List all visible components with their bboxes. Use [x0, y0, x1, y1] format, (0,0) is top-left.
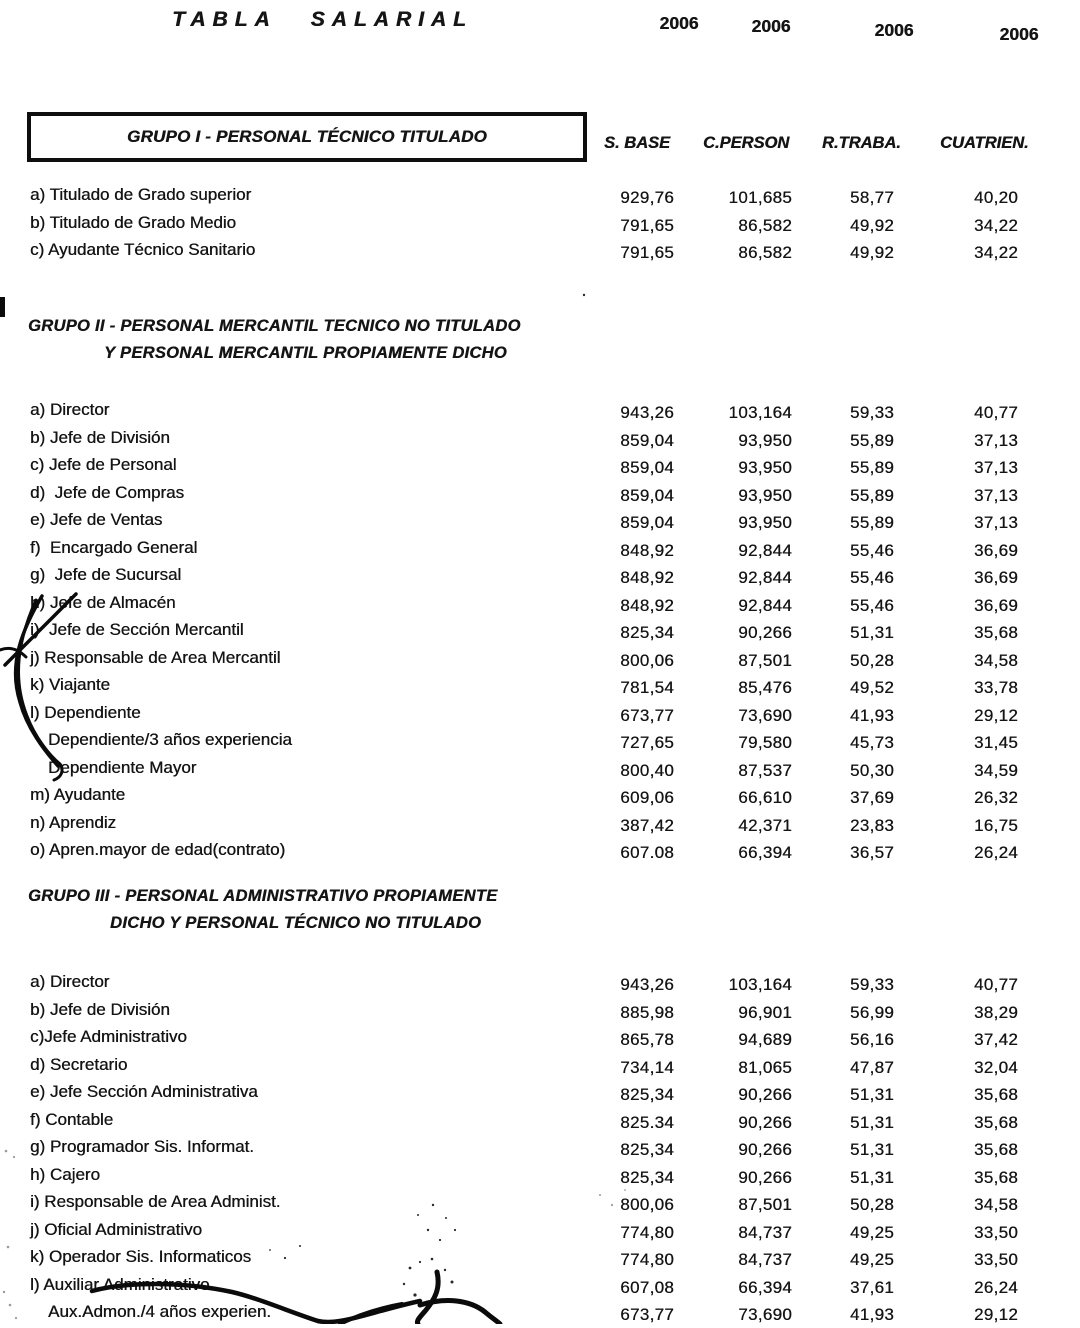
group2-title-line2: Y PERSONAL MERCANTIL PROPIAMENTE DICHO: [104, 344, 507, 362]
table-row: [0, 398, 1080, 426]
table-row: [0, 673, 1080, 701]
row-value-r-traba: 45,73: [849, 733, 894, 752]
group2-rows: [0, 398, 1080, 866]
row-label: a) Director: [30, 400, 110, 419]
row-label: m) Ayudante: [30, 785, 126, 804]
table-row: [0, 563, 1080, 591]
row-value-cuatrien: 35,68: [973, 1140, 1018, 1159]
table-row: [0, 646, 1080, 674]
year-header-4: 2006: [999, 24, 1039, 44]
row-value-r-traba: 56,16: [849, 1030, 894, 1049]
table-row: [0, 183, 1080, 211]
year-header-2: 2006: [751, 16, 791, 36]
row-value-s-base: 848,92: [620, 595, 674, 615]
row-value-r-traba: 36,57: [849, 843, 894, 862]
row-value-s-base: 673,77: [620, 1305, 674, 1324]
row-value-s-base: 859,04: [620, 430, 674, 450]
row-label: n) Aprendiz: [30, 812, 116, 832]
row-value-s-base: 825,34: [620, 1140, 674, 1159]
row-value-r-traba: 49,92: [849, 215, 894, 235]
row-value-s-base: 929,76: [620, 188, 674, 207]
table-row: [0, 1218, 1080, 1246]
row-value-r-traba: 47,87: [849, 1057, 894, 1077]
row-value-r-traba: 55,89: [849, 513, 894, 532]
table-row: [0, 536, 1080, 564]
row-value-cuatrien: 36,69: [973, 568, 1018, 587]
row-value-cuatrien: 37,13: [973, 458, 1018, 477]
row-value-r-traba: 59,33: [849, 403, 894, 422]
row-label: c)Jefe Administrativo: [30, 1027, 187, 1046]
row-value-c-person: 85,476: [738, 678, 792, 697]
row-label: b) Jefe de División: [30, 999, 170, 1019]
row-value-cuatrien: 37,13: [973, 513, 1018, 532]
row-value-c-person: 103,164: [728, 403, 792, 422]
row-value-c-person: 87,501: [738, 650, 792, 670]
row-value-s-base: 791,65: [620, 215, 674, 235]
group2-title-line1: GRUPO II - PERSONAL MERCANTIL TECNICO NO TITULADO: [28, 317, 521, 335]
row-value-r-traba: 55,89: [849, 458, 894, 477]
row-value-c-person: 93,950: [738, 485, 792, 505]
row-value-cuatrien: 34,58: [973, 1195, 1018, 1214]
row-value-cuatrien: 34,58: [973, 650, 1018, 670]
row-value-cuatrien: 40,20: [973, 188, 1018, 207]
row-value-cuatrien: 34,22: [973, 243, 1018, 262]
row-value-c-person: 101,685: [728, 188, 792, 207]
table-row: [0, 701, 1080, 729]
row-value-r-traba: 56,99: [849, 1002, 894, 1022]
row-value-cuatrien: 31,45: [973, 733, 1018, 752]
table-row: [0, 453, 1080, 481]
row-value-cuatrien: 37,13: [973, 485, 1018, 505]
row-value-r-traba: 37,69: [849, 788, 894, 807]
row-value-cuatrien: 16,75: [973, 815, 1018, 835]
table-row: [0, 1135, 1080, 1163]
row-label: j) Responsable de Area Mercantil: [30, 647, 281, 667]
row-value-s-base: 859,04: [620, 485, 674, 505]
row-label: g) Programador Sis. Informat.: [30, 1137, 254, 1156]
row-value-r-traba: 23,83: [849, 815, 894, 835]
table-row: [0, 211, 1080, 239]
row-label: Dependiente/3 años experiencia: [48, 730, 292, 749]
table-row: [0, 1025, 1080, 1053]
row-value-r-traba: 51,31: [849, 623, 894, 642]
table-row: [0, 1053, 1080, 1081]
group3-rows: [0, 970, 1080, 1328]
row-value-c-person: 94,689: [738, 1030, 792, 1049]
row-value-c-person: 73,690: [738, 705, 792, 725]
row-value-cuatrien: 37,42: [973, 1030, 1018, 1049]
row-value-s-base: 673,77: [620, 705, 674, 725]
row-value-s-base: 734,14: [620, 1057, 674, 1077]
row-label: d) Secretario: [30, 1054, 128, 1074]
row-value-s-base: 727,65: [620, 733, 674, 752]
row-value-cuatrien: 26,24: [973, 843, 1018, 862]
row-value-r-traba: 37,61: [849, 1277, 894, 1297]
row-value-c-person: 93,950: [738, 430, 792, 450]
row-value-c-person: 93,950: [738, 458, 792, 477]
row-value-s-base: 859,04: [620, 458, 674, 477]
row-label: k) Viajante: [30, 675, 111, 694]
table-row: [0, 811, 1080, 839]
row-value-cuatrien: 34,22: [973, 215, 1018, 235]
row-value-r-traba: 50,30: [849, 760, 894, 780]
table-row: [0, 481, 1080, 509]
row-value-cuatrien: 35,68: [973, 623, 1018, 642]
row-value-c-person: 90,266: [738, 623, 792, 642]
group1-title-box: [27, 112, 587, 162]
row-value-r-traba: 41,93: [849, 705, 894, 725]
group1-rows: [0, 183, 1080, 266]
table-row: [0, 426, 1080, 454]
row-value-r-traba: 55,46: [849, 595, 894, 615]
row-value-s-base: 774,80: [620, 1250, 674, 1269]
row-value-cuatrien: 33,50: [973, 1250, 1018, 1269]
row-label: h) Cajero: [30, 1164, 100, 1184]
row-value-s-base: 800,06: [620, 650, 674, 670]
row-value-cuatrien: 36,69: [973, 595, 1018, 615]
row-value-s-base: 781,54: [620, 678, 674, 697]
row-value-r-traba: 55,46: [849, 568, 894, 587]
row-value-cuatrien: 26,24: [973, 1277, 1018, 1297]
row-value-c-person: 84,737: [738, 1250, 792, 1269]
row-value-s-base: 848,92: [620, 568, 674, 587]
row-label: e) Jefe Sección Administrativa: [30, 1082, 258, 1101]
year-header-3: 2006: [874, 20, 914, 40]
row-value-s-base: 791,65: [620, 243, 674, 262]
row-value-c-person: 93,950: [738, 513, 792, 532]
row-value-c-person: 42,371: [738, 815, 792, 835]
row-value-c-person: 90,266: [738, 1112, 792, 1132]
row-value-c-person: 92,844: [738, 540, 792, 560]
row-value-s-base: 825,34: [620, 1167, 674, 1187]
group3-title-line2: DICHO Y PERSONAL TÉCNICO NO TITULADO: [110, 914, 482, 932]
row-label: i) Responsable de Area Administ.: [30, 1192, 281, 1211]
row-value-c-person: 92,844: [738, 595, 792, 615]
row-value-s-base: 800,40: [620, 760, 674, 780]
row-value-cuatrien: 33,78: [973, 678, 1018, 697]
table-row: [0, 1190, 1080, 1218]
row-value-r-traba: 49,25: [849, 1222, 894, 1242]
page-title: TABLA SALARIAL: [172, 8, 473, 31]
table-row: [0, 1163, 1080, 1191]
row-value-r-traba: 49,52: [849, 678, 894, 697]
row-value-c-person: 87,501: [738, 1195, 792, 1214]
row-value-c-person: 90,266: [738, 1167, 792, 1187]
column-header-c-person: C.PERSON: [703, 134, 790, 152]
row-value-c-person: 90,266: [738, 1140, 792, 1159]
row-value-c-person: 87,537: [738, 760, 792, 780]
table-row: [0, 508, 1080, 536]
table-row: [0, 728, 1080, 756]
column-header-s-base: S. BASE: [604, 134, 671, 152]
row-value-c-person: 66,394: [738, 843, 792, 862]
row-label: f) Encargado General: [30, 537, 198, 557]
row-value-r-traba: 49,25: [849, 1250, 894, 1269]
row-label: h) Jefe de Almacén: [30, 592, 176, 612]
table-row: [0, 783, 1080, 811]
table-row: [0, 998, 1080, 1026]
row-value-cuatrien: 38,29: [973, 1002, 1018, 1022]
row-value-r-traba: 51,31: [849, 1085, 894, 1104]
scan-edge-mark: [0, 297, 5, 317]
row-value-cuatrien: 29,12: [973, 705, 1018, 725]
row-value-s-base: 943,26: [620, 403, 674, 422]
row-value-s-base: 774,80: [620, 1222, 674, 1242]
row-label: c) Ayudante Técnico Sanitario: [30, 240, 256, 259]
column-header-cuatrien: CUATRIEN.: [940, 134, 1029, 152]
table-row: [0, 756, 1080, 784]
row-value-r-traba: 55,46: [849, 540, 894, 560]
row-value-r-traba: 58,77: [849, 188, 894, 207]
row-label: c) Jefe de Personal: [30, 455, 177, 474]
table-row: [0, 1080, 1080, 1108]
row-value-s-base: 825,34: [620, 623, 674, 642]
row-value-c-person: 66,394: [738, 1277, 792, 1297]
table-row: [0, 591, 1080, 619]
row-value-s-base: 607,08: [620, 1277, 674, 1297]
group3-title-line1: GRUPO III - PERSONAL ADMINISTRATIVO PROPIAMENTE: [28, 887, 498, 905]
row-value-cuatrien: 35,68: [973, 1112, 1018, 1132]
row-value-c-person: 86,582: [738, 215, 792, 235]
table-row: [0, 970, 1080, 998]
row-value-r-traba: 51,31: [849, 1112, 894, 1132]
row-label: Aux.Admon./4 años experien.: [48, 1302, 272, 1321]
year-header-1: 2006: [659, 13, 699, 33]
table-row: [0, 1300, 1080, 1328]
row-label: Dependiente Mayor: [48, 757, 197, 777]
row-label: e) Jefe de Ventas: [30, 510, 163, 529]
row-label: d) Jefe de Compras: [30, 482, 185, 502]
table-row: [0, 1245, 1080, 1273]
row-value-s-base: 848,92: [620, 540, 674, 560]
row-label: a) Director: [30, 972, 110, 991]
row-value-s-base: 859,04: [620, 513, 674, 532]
table-row: [0, 1108, 1080, 1136]
row-value-cuatrien: 35,68: [973, 1085, 1018, 1104]
row-value-c-person: 66,610: [738, 788, 792, 807]
row-label: j) Oficial Administrativo: [30, 1219, 202, 1239]
row-value-cuatrien: 26,32: [973, 788, 1018, 807]
row-value-c-person: 90,266: [738, 1085, 792, 1104]
row-value-s-base: 800,06: [620, 1195, 674, 1214]
row-value-r-traba: 50,28: [849, 650, 894, 670]
row-value-r-traba: 55,89: [849, 430, 894, 450]
table-row: [0, 238, 1080, 266]
row-label: g) Jefe de Sucursal: [30, 565, 182, 584]
row-value-s-base: 825,34: [620, 1085, 674, 1104]
row-value-c-person: 84,737: [738, 1222, 792, 1242]
row-value-s-base: 825.34: [620, 1112, 674, 1132]
table-row: [0, 618, 1080, 646]
group1-title: GRUPO I - PERSONAL TÉCNICO TITULADO: [127, 127, 487, 146]
row-label: a) Titulado de Grado superior: [30, 185, 252, 204]
row-label: o) Apren.mayor de edad(contrato): [30, 840, 286, 859]
row-value-cuatrien: 36,69: [973, 540, 1018, 560]
row-value-s-base: 609,06: [620, 788, 674, 807]
row-value-c-person: 81,065: [738, 1057, 792, 1077]
row-value-r-traba: 41,93: [849, 1305, 894, 1324]
row-value-s-base: 387,42: [620, 815, 674, 835]
table-row: [0, 838, 1080, 866]
row-value-cuatrien: 40,77: [973, 403, 1018, 422]
row-value-cuatrien: 37,13: [973, 430, 1018, 450]
column-header-r-traba: R.TRABA.: [822, 134, 901, 152]
row-value-cuatrien: 33,50: [973, 1222, 1018, 1242]
row-label: k) Operador Sis. Informaticos: [30, 1247, 252, 1266]
row-label: f) Contable: [30, 1109, 114, 1129]
row-value-r-traba: 51,31: [849, 1167, 894, 1187]
row-value-cuatrien: 40,77: [973, 975, 1018, 994]
row-value-r-traba: 50,28: [849, 1195, 894, 1214]
row-label: l) Auxiliar Administrativo: [30, 1274, 210, 1294]
row-value-s-base: 607.08: [620, 843, 674, 862]
row-value-cuatrien: 35,68: [973, 1167, 1018, 1187]
row-value-r-traba: 55,89: [849, 485, 894, 505]
row-value-c-person: 96,901: [738, 1002, 792, 1022]
row-value-r-traba: 51,31: [849, 1140, 894, 1159]
row-label: i) Jefe de Sección Mercantil: [30, 620, 244, 639]
row-value-c-person: 86,582: [738, 243, 792, 262]
table-row: [0, 1273, 1080, 1301]
row-value-r-traba: 49,92: [849, 243, 894, 262]
row-value-c-person: 92,844: [738, 568, 792, 587]
row-value-c-person: 73,690: [738, 1305, 792, 1324]
row-value-cuatrien: 29,12: [973, 1305, 1018, 1324]
row-value-s-base: 885,98: [620, 1002, 674, 1022]
row-label: b) Jefe de División: [30, 427, 170, 447]
row-value-cuatrien: 34,59: [973, 760, 1018, 780]
row-value-c-person: 79,580: [738, 733, 792, 752]
row-value-cuatrien: 32,04: [973, 1057, 1018, 1077]
row-value-c-person: 103,164: [728, 975, 792, 994]
row-value-s-base: 865,78: [620, 1030, 674, 1049]
row-label: l) Dependiente: [30, 702, 141, 722]
row-value-s-base: 943,26: [620, 975, 674, 994]
row-label: b) Titulado de Grado Medio: [30, 212, 237, 232]
row-value-r-traba: 59,33: [849, 975, 894, 994]
